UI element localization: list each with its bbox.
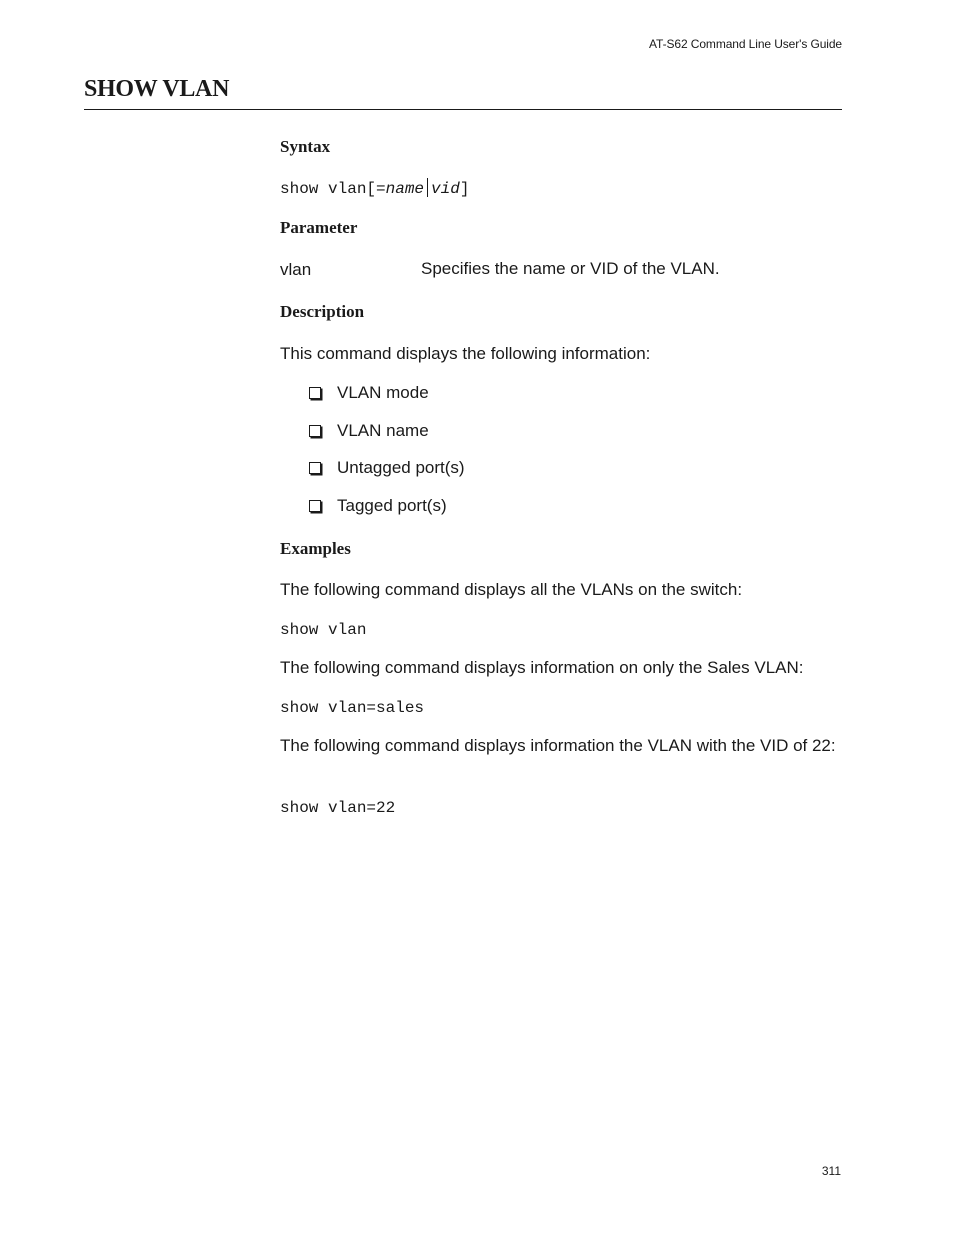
- list-item-label: VLAN name: [337, 421, 429, 440]
- list-item: [308, 458, 465, 478]
- list-item-label: Untagged port(s): [337, 458, 465, 477]
- page-title: SHOW VLAN: [84, 76, 230, 102]
- examples-heading: Examples: [280, 539, 351, 558]
- checkbox-bullet-icon: [309, 387, 321, 399]
- title-rule: [84, 109, 842, 110]
- running-header: AT-S62 Command Line User's Guide: [649, 37, 842, 51]
- list-item: [308, 383, 429, 403]
- syntax-prefix: show vlan[=: [280, 180, 386, 198]
- parameter-name: vlan: [280, 260, 312, 279]
- example-command: show vlan=sales: [280, 699, 425, 717]
- parameter-heading: Parameter: [280, 218, 358, 237]
- syntax-code: [280, 178, 469, 198]
- syntax-heading: Syntax: [280, 137, 331, 156]
- checkbox-bullet-icon: [309, 462, 321, 474]
- example-command: show vlan=22: [280, 799, 396, 817]
- checkbox-bullet-icon: [309, 500, 321, 512]
- example-command: show vlan: [280, 621, 367, 639]
- syntax-separator: [427, 178, 428, 197]
- syntax-arg-vid: vid: [431, 180, 460, 198]
- list-item: [308, 421, 429, 441]
- parameter-description: Specifies the name or VID of the VLAN.: [421, 259, 720, 278]
- example-text: The following command displays all the VLANs on the switch:: [280, 580, 743, 599]
- syntax-arg-name: name: [385, 180, 425, 198]
- list-item-label: VLAN mode: [337, 383, 429, 402]
- description-intro: This command displays the following information:: [280, 344, 651, 363]
- syntax-suffix: ]: [459, 180, 470, 198]
- description-heading: Description: [280, 302, 365, 321]
- list-item-label: Tagged port(s): [337, 496, 447, 515]
- list-item: [308, 496, 447, 516]
- checkbox-bullet-icon: [309, 425, 321, 437]
- example-text: The following command displays information the VLAN with the VID of 22:: [280, 736, 836, 755]
- page-number: 311: [821, 1164, 841, 1178]
- example-text: The following command displays information on only the Sales VLAN:: [280, 658, 804, 677]
